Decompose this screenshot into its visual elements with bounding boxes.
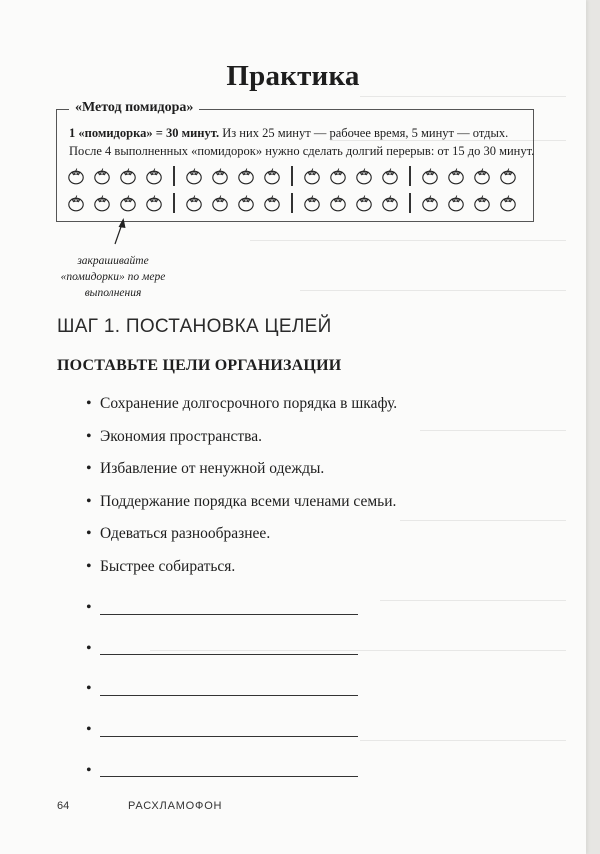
goal-item [86, 551, 397, 584]
blank-goal-item [86, 629, 358, 670]
bullet: • [86, 599, 92, 617]
blank-goals-list [86, 588, 358, 791]
blank-goal-item [86, 750, 358, 791]
goal-text: Одеваться разнообразнее. [100, 525, 271, 543]
bullet: • [86, 761, 92, 779]
page-title: Практика [226, 60, 360, 92]
bullet: • [86, 680, 92, 698]
bullet: • [86, 557, 92, 575]
step-heading: ШАГ 1. ПОСТАНОВКА ЦЕЛЕЙ [57, 316, 332, 337]
goal-item [86, 453, 397, 486]
bullet: • [86, 721, 92, 739]
goal-text: Экономия пространства. [100, 427, 263, 445]
pomodoro-line-2: После 4 выполненных «помидорок» нужно сделать долгий перерыв: от 15 до 30 минут. [69, 144, 535, 158]
blank-goal-item [86, 710, 358, 751]
goal-text: Сохранение долгосрочного порядка в шкафу. [100, 395, 398, 413]
annotation-line-1: закрашивайте [77, 255, 149, 267]
bullet: • [86, 525, 92, 543]
goal-item [86, 421, 397, 454]
section-heading: ПОСТАВЬТЕ ЦЕЛИ ОРГАНИЗАЦИИ [57, 357, 342, 374]
annotation-line-3: выполнения [84, 287, 142, 299]
blank-write-line[interactable] [100, 614, 358, 615]
annotation-note [58, 253, 168, 301]
blank-write-line[interactable] [100, 736, 358, 737]
blank-write-line[interactable] [100, 654, 358, 655]
running-title: РАСХЛАМОФОН [128, 800, 223, 812]
goal-item [86, 486, 397, 519]
goals-list [86, 388, 397, 583]
goal-text: Избавление от ненужной одежды. [100, 460, 325, 478]
bullet: • [86, 639, 92, 657]
blank-write-line[interactable] [100, 695, 358, 696]
bullet: • [86, 460, 92, 478]
goal-text: Быстрее собираться. [100, 557, 236, 575]
blank-goal-item [86, 669, 358, 710]
bullet: • [86, 427, 92, 445]
blank-write-line[interactable] [100, 776, 358, 777]
goal-text: Поддержание порядка всеми членами семьи. [100, 492, 397, 510]
annotation-line-2: «помидорки» по мере [60, 271, 166, 283]
pomodoro-line-1-rest: Из них 25 минут — рабочее время, 5 минут — отдых. [219, 126, 509, 140]
page-number: 64 [57, 800, 70, 812]
goal-item [86, 388, 397, 421]
pomodoro-line-1-bold: 1 «помидорка» = 30 минут. [69, 126, 220, 140]
pomodoro-box-title: «Метод помидора» [69, 100, 199, 116]
bullet: • [86, 395, 92, 413]
blank-goal-item [86, 588, 358, 629]
goal-item [86, 518, 397, 551]
bullet: • [86, 492, 92, 510]
